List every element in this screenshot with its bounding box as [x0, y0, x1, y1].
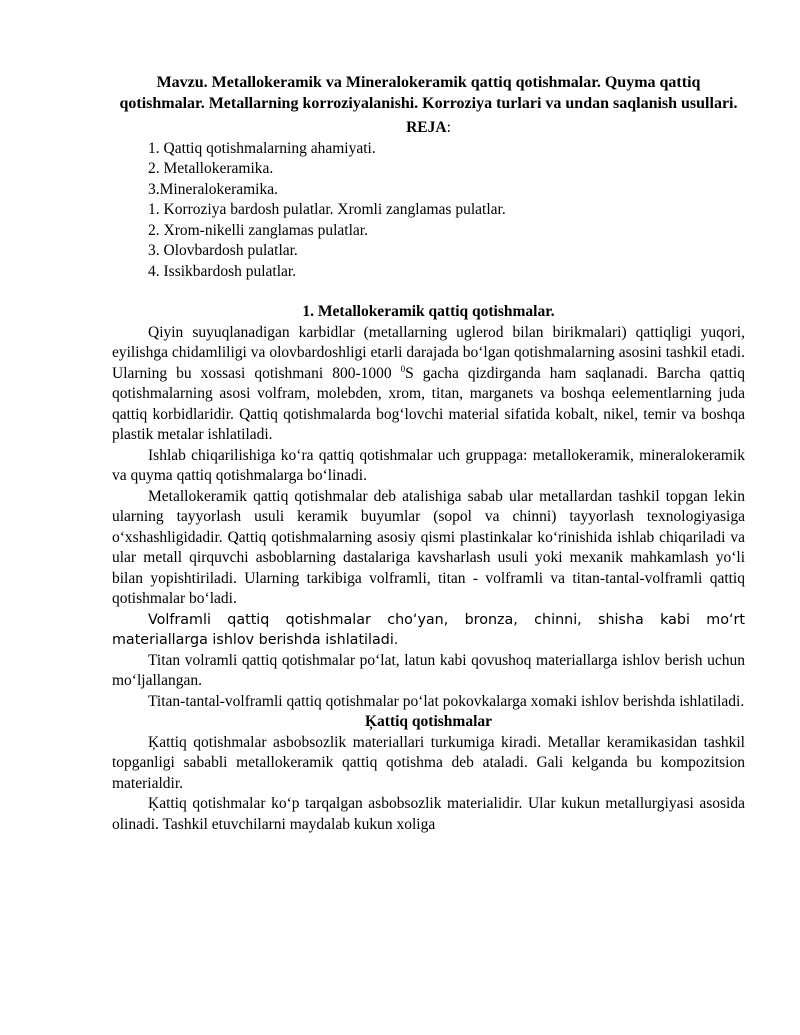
plan-heading-colon: : — [446, 119, 451, 136]
plan-item: 3.Mineralokeramika. — [148, 180, 278, 198]
plan-item: 1. Qattiq qotishmalarning ahamiyati. — [148, 139, 376, 157]
plan-item: 3. Olovbardosh pulatlar. — [148, 242, 298, 259]
plan-item: 2. Metallokeramika. — [148, 160, 274, 177]
plan-heading — [112, 118, 745, 139]
plan-heading-label: REJA — [406, 119, 447, 136]
plan-list — [112, 139, 745, 283]
section-heading-1: 1. Metallokeramik qattiq qotishmalar. — [302, 303, 555, 320]
paragraph-7: Ķattiq qotishmalar asbobsozlik materiallari turkumiga kiradi. Metallar keramikasidan tashkil topganligi sababli metallokeramik qattiq qotishma deb ataladi. Gali kelganda bu kompozitsion materialdir. — [112, 733, 745, 792]
paragraph-5: Titan volramli qattiq qotishmalar po‘lat, latun kabi qovushoq materiallarga ishlov berish uchun mo‘ljallangan. — [112, 651, 745, 689]
paragraph-8: Ķattiq qotishmalar ko‘p tarqalgan asbobsozlik materialidir. Ular kukun metallurgiyasi asosida olinadi. Tashkil etuvchilarni maydalab kukun xoliga — [112, 795, 745, 833]
document-page — [112, 72, 745, 835]
paragraph-1-part-a: Qiyin suyuqlanadigan karbidlar (metallarning uglerod bilan birikmalari) qattiqligi yuqori, eyilishga chidamliligi va olovbardoshligi etarli darajada bo‘lgan qotishmalarning asosini tashkil etadi. Ularning bu xossasi qotishmani 800-1000 — [112, 323, 745, 382]
paragraph-2: Ishlab chiqarilishiga ko‘ra qattiq qotishmalar uch gruppaga: metallokeramik, mineralokeramik va quyma qattiq qotishmalarga bo‘linadi. — [112, 446, 745, 484]
paragraph-4: Volframli qattiq qotishmalar cho‘yan, bronza, chinni, shisha kabi mo‘rt materiallarga ishlov berishda ishlatiladi. — [112, 611, 745, 648]
degree-superscript: 0 — [400, 363, 406, 374]
plan-item: 4. Issikbardosh pulatlar. — [148, 262, 297, 280]
plan-item: 1. Korroziya bardosh pulatlar. Xromli zanglamas pulatlar. — [148, 201, 506, 218]
paragraph-1-part-b: S gacha qizdirganda ham saqlanadi. Barcha qattiq qotishmalarning asosi volfram, molebden, xrom, titan, marganets va boshqa eelementlarning juda qattiq korbidlaridir. Qattiq qotishmalarda bog‘lovchi material sifatida kobalt, nikel, temir va boshqa plastik metalar ishlatiladi. — [112, 364, 745, 443]
document-title: Mavzu. Metallokeramik va Mineralokeramik qattiq qotishmalar. Quyma qattiq qotishmalar. Metallarning korroziyalanishi. Korroziya turlari va undan saqlanish usullari. — [119, 74, 738, 112]
paragraph-1 — [112, 323, 745, 446]
paragraph-6: Titan-tantal-volframli qattiq qotishmalar po‘lat pokovkalarga xomaki ishlov berishda ishlatiladi. — [148, 692, 745, 710]
plan-item: 2. Xrom-nikelli zanglamas pulatlar. — [148, 221, 368, 239]
paragraph-3: Metallokeramik qattiq qotishmalar deb atalishiga sabab ular metallardan tashkil topgan lekin ularning tayyorlash usuli keramik buyumlar (sopol va chinni) tayyorlash texnologiyasiga o‘xshashligidadir. Qattiq qotishmalarning asosiy qismi plastinkalar ko‘rinishida ishlab chiqariladi va ular metall qirquvchi asboblarning dastalariga kavsharlash usuli yoki mexanik mahkamlash yo‘li bilan yopishtiriladi. Ularning tarkibiga volframli, titan - volframli va titan-tantal-volframli qattiq qotishmalar bo‘ladi. — [112, 487, 745, 607]
section-heading-2: Ķattiq qotishmalar — [364, 713, 493, 730]
